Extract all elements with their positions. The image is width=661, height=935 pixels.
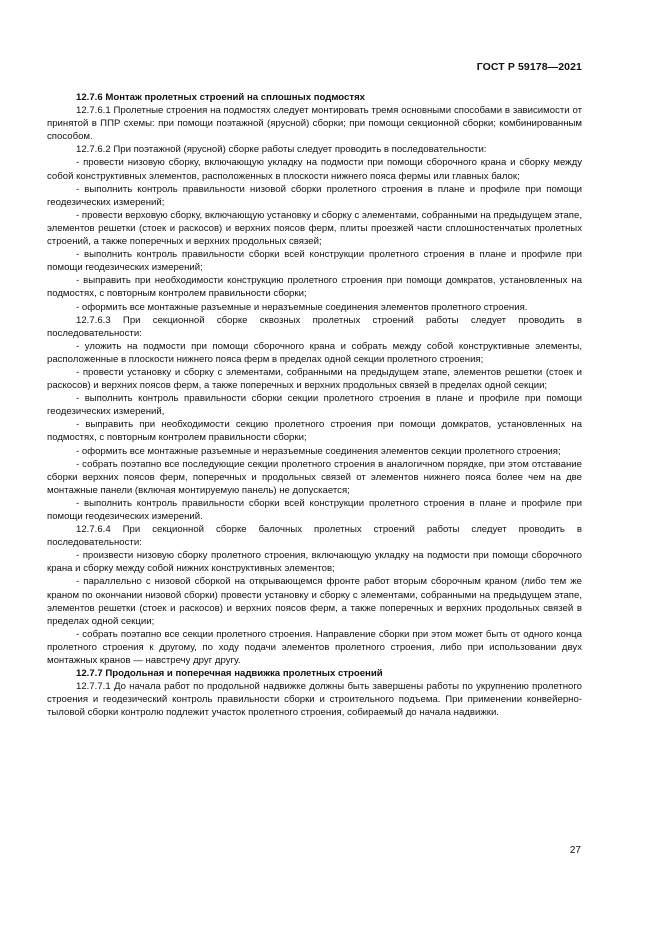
list-item: - выполнить контроль правильности сборки секции пролетного строения в плане и профиле при помощи геодезических измерений, bbox=[47, 393, 582, 418]
paragraph: 12.7.7.1 До начала работ по продольной надвижке должны быть завершены работы по укрупнению пролетного строения и геодезический контроль правильности сборки и строительного подъема. При применении конвейерно-тыловой сборки контролю подлежит участок пролетного строения, собираемый до начала надвижки. bbox=[47, 681, 582, 719]
list-item: - провести верховую сборку, включающую установку и сборку с элементами, собранными на предыдущем этапе, элементов решетки (стоек и раскосов) и верхних поясов ферм, плиты проезжей части сплошностенчатых пролетных строений, а также поперечных и верхних продольных связей; bbox=[47, 209, 582, 248]
document-body bbox=[47, 91, 582, 720]
list-item: - выполнить контроль правильности сборки всей конструкции пролетного строения в плане и профиле при помощи геодезических измерений. bbox=[47, 497, 582, 522]
list-item: - оформить все монтажные разъемные и неразъемные соединения элементов пролетного строения. bbox=[76, 301, 528, 313]
list-item: - выполнить контроль правильности сборки всей конструкции пролетного строения в плане и профиле при помощи геодезических измерений; bbox=[47, 249, 582, 274]
list-item: - выправить при необходимости секцию пролетного строения при помощи домкратов, установленных на подмостях, с повторным контролем правильности сборки; bbox=[47, 419, 582, 444]
list-item: - выправить при необходимости конструкцию пролетного строения при помощи домкратов, установленных на подмостях, с повторным контролем правильности сборки; bbox=[47, 275, 582, 300]
paragraph: 12.7.6.3 При секционной сборке сквозных пролетных строений работы следует проводить в последовательности: bbox=[47, 314, 582, 339]
list-item: - уложить на подмости при помощи сборочного крана и собрать между собой конструктивные элементы, расположенные в плоскости нижнего пояса ферм в пределах одной секции пролетного строения; bbox=[47, 340, 582, 365]
list-item: - произвести низовую сборку пролетного строения, включающую укладку на подмости при помощи сборочного крана и сборку между собой нижних конструктивных элементов; bbox=[47, 550, 582, 575]
list-item: - оформить все монтажные разъемные и неразъемные соединения элементов секции пролетного строения; bbox=[76, 445, 561, 457]
list-item: - провести низовую сборку, включающую укладку на подмости при помощи сборочного крана и сборку между собой конструктивных элементов, расположенных в плоскости нижнего пояса фермы или главных балок; bbox=[47, 157, 582, 182]
section-heading: 12.7.6 Монтаж пролетных строений на сплошных подмостях bbox=[76, 92, 366, 103]
paragraph: 12.7.6.1 Пролетные строения на подмостях следует монтировать тремя основными способами в зависимости от принятой в ППР схемы: при помощи поэтажной (ярусной) сборки; при помощи секционной сборки; комбинированным способом. bbox=[47, 105, 582, 143]
list-item: - выполнить контроль правильности низовой сборки пролетного строения в плане и профиле при помощи геодезических измерений; bbox=[47, 183, 582, 208]
section-heading: 12.7.7 Продольная и поперечная надвижка пролетных строений bbox=[76, 668, 383, 680]
page-number: 27 bbox=[569, 845, 581, 856]
list-item: - параллельно с низовой сборкой на открывающемся фронте работ вторым сборочным краном (либо тем же краном по окончании низовой сборки) провести установку и сборку с элементами, собранными на предыдущем этапе, элементов решетки (стоек и раскосов) и верхних поясов ферм, а также поперечных и верхних продольных связей в пределах одной секции; bbox=[47, 576, 582, 627]
list-item: - собрать поэтапно все секции пролетного строения. Направление сборки при этом может быть от одного конца пролетного строения к другому, по ходу подачи элементов пролетного строения, либо при использовании двух монтажных кранов — навстречу друг другу. bbox=[47, 628, 582, 667]
standard-header: ГОСТ Р 59178—2021 bbox=[476, 61, 582, 73]
list-item: - собрать поэтапно все последующие секции пролетного строения в аналогичном порядке, при этом отставание сборки верхних поясов ферм, поперечных и продольных связей от элементов нижнего пояса более чем на две монтажные панели (включая монтируемую панель) не допускается; bbox=[47, 458, 582, 496]
paragraph: 12.7.6.2 При поэтажной (ярусной) сборке работы следует проводить в последовательности: bbox=[76, 144, 487, 156]
list-item: - провести установку и сборку с элементами, собранными на предыдущем этапе, элементов решетки (стоек и раскосов) и верхних поясов ферм, а также поперечных и верхних продольных связей в пределах одной секции; bbox=[47, 366, 582, 392]
paragraph: 12.7.6.4 При секционной сборке балочных пролетных строений работы следует проводить в последовательности: bbox=[47, 524, 582, 549]
